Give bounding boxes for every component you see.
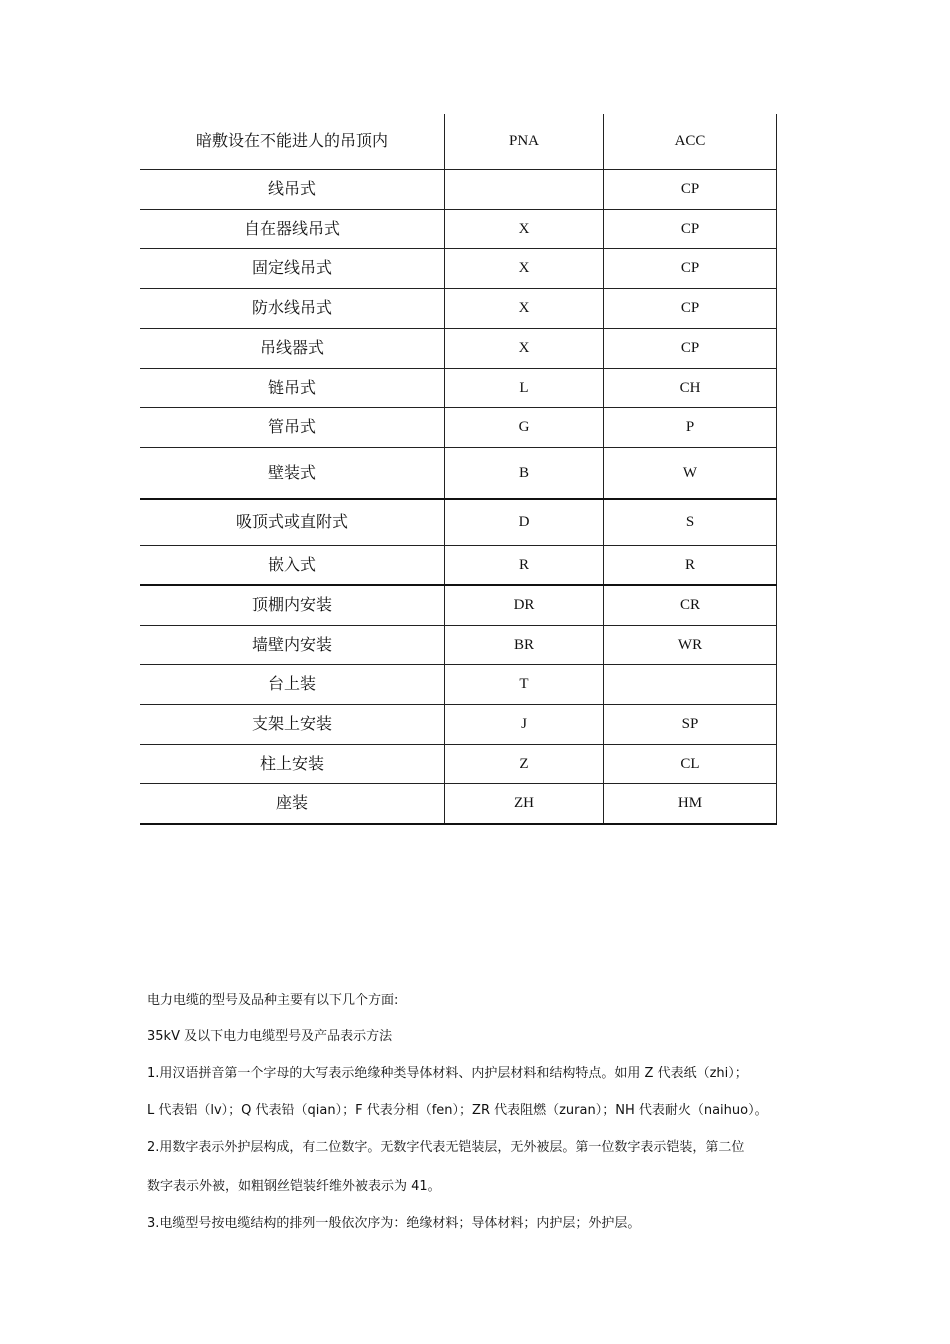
table-cell-code1: G [445,408,604,447]
table-cell-code1 [445,170,604,209]
table-row [140,170,777,210]
table-cell-code2: S [604,500,777,545]
table-cell-code2: CP [604,289,777,328]
table-row [140,500,777,546]
table-cell-code2: CP [604,249,777,288]
table-row [140,114,777,170]
table-cell-name: 管吊式 [140,408,445,447]
table-cell-code2: ACC [604,114,777,169]
notes-intro: 电力电缆的型号及品种主要有以下几个方面: [147,993,399,1008]
table-cell-code2: W [604,448,777,498]
table-cell-name: 座装 [140,784,445,823]
notes-item-2-line-1: 2.用数字表示外护层构成，有二位数字。无数字代表无铠装层，无外被层。第一位数字表示铠装，第二位 [147,1140,745,1155]
table-row [140,448,777,500]
table-cell-code2: R [604,546,777,584]
table-cell-code1: X [445,329,604,368]
table-row [140,210,777,249]
notes-subtitle: 35kV 及以下电力电缆型号及产品表示方法 [147,1029,393,1044]
table-row [140,289,777,329]
table-cell-name: 支架上安装 [140,705,445,744]
table-cell-name: 台上装 [140,665,445,704]
table-cell-name: 吊线器式 [140,329,445,368]
table-row [140,546,777,586]
table-cell-code1: X [445,210,604,248]
table-cell-code1: Z [445,745,604,783]
table-cell-code1: X [445,289,604,328]
table-cell-code1: BR [445,626,604,664]
table-cell-code2: HM [604,784,777,823]
table-cell-code2: CP [604,329,777,368]
table-row [140,249,777,289]
table-cell-code2: CL [604,745,777,783]
table-cell-code1: R [445,546,604,584]
table-cell-name: 线吊式 [140,170,445,209]
notes-item-1-line-1: 1.用汉语拼音第一个字母的大写表示绝缘种类导体材料、内护层材料和结构特点。如用 Z 代表纸（zhi）； [147,1066,748,1081]
table-cell-code1: L [445,369,604,407]
table-row [140,705,777,745]
table-row [140,408,777,448]
table-cell-name: 防水线吊式 [140,289,445,328]
table-cell-code1: PNA [445,114,604,169]
table-cell-code2 [604,665,777,704]
table-cell-name: 墙壁内安装 [140,626,445,664]
table-cell-code2: SP [604,705,777,744]
table-cell-code2: CR [604,586,777,625]
notes-item-1-line-2: L 代表铝（lv）；Q 代表铅（qian）；F 代表分相（fen）；ZR 代表阻燃（zuran）；NH 代表耐火（naihuo）。 [147,1103,768,1118]
table-cell-code1: DR [445,586,604,625]
table-cell-name: 暗敷设在不能进人的吊顶内 [140,114,445,169]
table-cell-code1: T [445,665,604,704]
table-cell-name: 顶棚内安装 [140,586,445,625]
table-cell-name: 柱上安装 [140,745,445,783]
table-cell-name: 吸顶式或直附式 [140,500,445,545]
table-cell-code1: ZH [445,784,604,823]
table-cell-code2: CP [604,170,777,209]
table-cell-code2: P [604,408,777,447]
notes-item-3: 3.电缆型号按电缆结构的排列一般依次序为：绝缘材料；导体材料；内护层；外护层。 [147,1216,641,1231]
table-row [140,626,777,665]
table-cell-code1: D [445,500,604,545]
table-cell-name: 嵌入式 [140,546,445,584]
notes-item-2-line-2: 数字表示外被，如粗钢丝铠装纤维外被表示为 41。 [147,1179,441,1194]
table-row [140,665,777,705]
table-row [140,369,777,408]
table-row [140,784,777,825]
installation-code-table [140,114,777,825]
table-cell-code2: WR [604,626,777,664]
table-cell-code1: J [445,705,604,744]
table-cell-name: 壁装式 [140,448,445,498]
table-row [140,586,777,626]
table-cell-code1: X [445,249,604,288]
table-cell-name: 链吊式 [140,369,445,407]
table-cell-code2: CP [604,210,777,248]
table-cell-name: 自在器线吊式 [140,210,445,248]
table-cell-name: 固定线吊式 [140,249,445,288]
table-cell-code2: CH [604,369,777,407]
table-row [140,329,777,369]
table-row [140,745,777,784]
table-cell-code1: B [445,448,604,498]
